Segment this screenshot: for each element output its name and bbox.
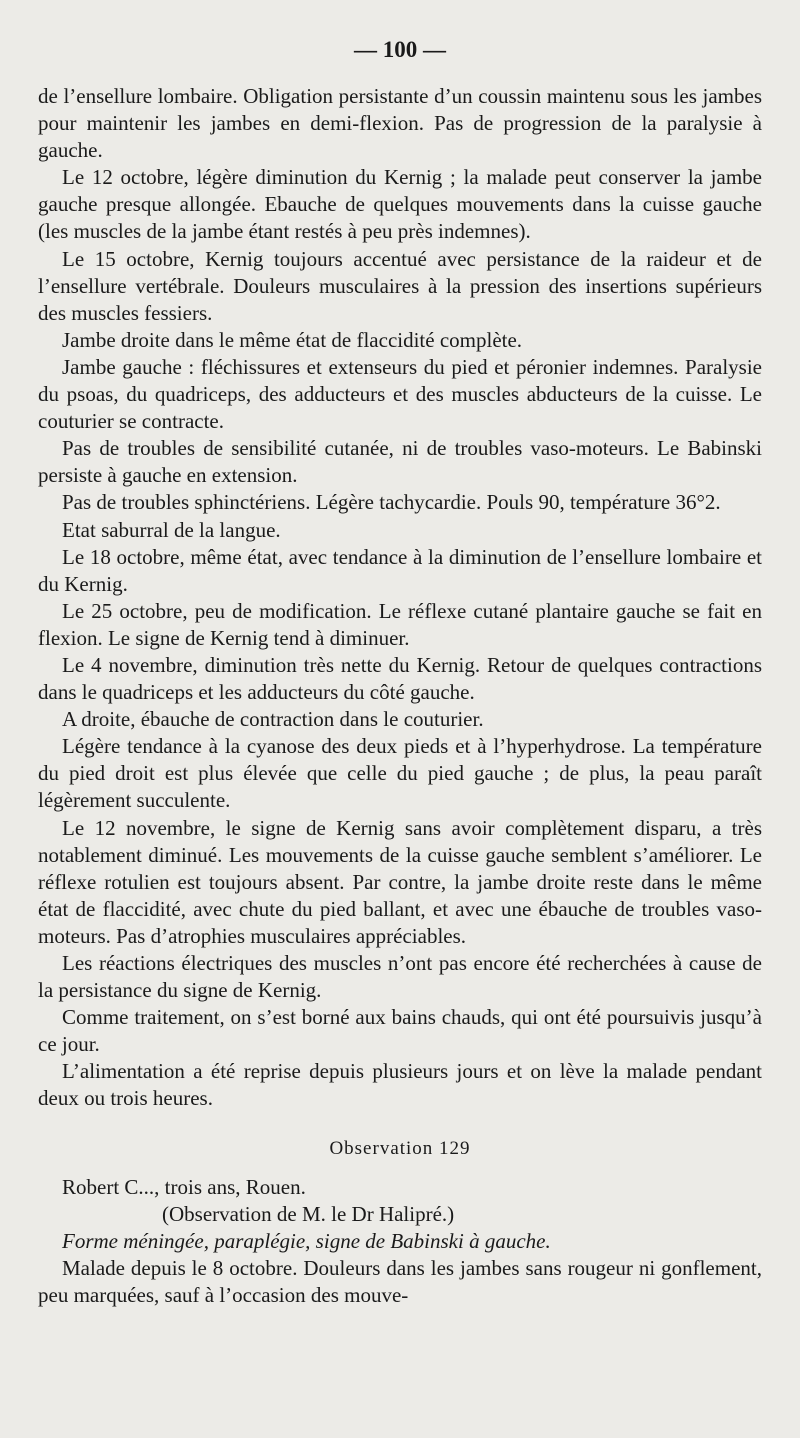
paragraph: Le 12 novembre, le signe de Kernig sans avoir complètement disparu, a très notablement diminué. Les mouvements de la cuisse gauche semblent s’améliorer. Le réflexe rotulien est toujours absent. Par contre, la jambe droite reste dans le même état de flaccidité, avec chute du pied ballant, et avec une ébauche de troubles vaso-moteurs. Pas d’atrophies musculaires appréciables.	[38, 815, 762, 948]
paragraph: Jambe gauche : fléchissures et extenseurs du pied et péronier indemnes. Paralysie du psoas, du quadriceps, des adducteurs et des muscles abducteurs de la cuisse. Le couturier se contracte.	[38, 354, 762, 434]
paragraph: Pas de troubles sphinctériens. Légère tachycardie. Pouls 90, température 36°2.	[62, 490, 721, 515]
paragraph: L’alimentation a été reprise depuis plusieurs jours et on lève la malade pendant deux ou trois heures.	[38, 1059, 762, 1111]
paragraph: Comme traitement, on s’est borné aux bains chauds, qui ont été poursuivis jusqu’à ce jour.	[38, 1005, 762, 1057]
paragraph: Pas de troubles de sensibilité cutanée, ni de troubles vaso-moteurs. Le Babinski persiste à gauche en extension.	[38, 436, 762, 488]
observation-subtitle: Forme méningée, paraplégie, signe de Babinski à gauche.	[62, 1228, 551, 1253]
paragraph: Les réactions électriques des muscles n’ont pas encore été recherchées à cause de la persistance du signe de Kernig.	[38, 951, 762, 1003]
paragraph: de l’ensellure lombaire. Obligation persistante d’un coussin maintenu sous les jambes pour maintenir les jambes en demi-flexion. Pas de progression de la paralysie à gauche.	[38, 84, 762, 163]
paragraph: Le 12 octobre, légère diminution du Kernig ; la malade peut conserver la jambe gauche presque allongée. Ebauche de quelques mouvements dans la cuisse gauche (les muscles de la jambe étant restés à peu près indemnes).	[38, 165, 762, 244]
paragraph: Légère tendance à la cyanose des deux pieds et à l’hyperhydrose. La température du pied droit est plus élevée que celle du pied gauche ; de plus, la peau paraît légèrement succulente.	[38, 734, 762, 813]
observation-heading: Observation 129	[329, 1137, 471, 1159]
observation-person: Robert C..., trois ans, Rouen.	[62, 1174, 306, 1199]
paragraph: Etat saburral de la langue.	[62, 517, 281, 542]
document-body	[38, 83, 762, 1309]
paragraph: Le 18 octobre, même état, avec tendance à la diminution de l’ensellure lombaire et du Kernig.	[38, 544, 762, 596]
paragraph: Le 15 octobre, Kernig toujours accentué avec persistance de la raideur et de l’ensellure vertébrale. Douleurs musculaires à la pression des insertions supérieurs des muscles fessiers.	[38, 246, 762, 325]
paragraph: A droite, ébauche de contraction dans le couturier.	[62, 707, 484, 732]
paragraph: Jambe droite dans le même état de flaccidité complète.	[62, 327, 523, 352]
page-number: — 100 —	[354, 37, 446, 62]
paragraph: Malade depuis le 8 octobre. Douleurs dans les jambes sans rougeur ni gonflement, peu marquées, sauf à l’occasion des mouve-	[38, 1255, 762, 1307]
observation-source: (Observation de M. le Dr Halipré.)	[162, 1201, 455, 1226]
paragraph: Le 4 novembre, diminution très nette du Kernig. Retour de quelques contractions dans le quadriceps et les adducteurs du côté gauche.	[38, 652, 762, 705]
paragraph: Le 25 octobre, peu de modification. Le réflexe cutané plantaire gauche se fait en flexion. Le signe de Kernig tend à diminuer.	[38, 598, 762, 650]
